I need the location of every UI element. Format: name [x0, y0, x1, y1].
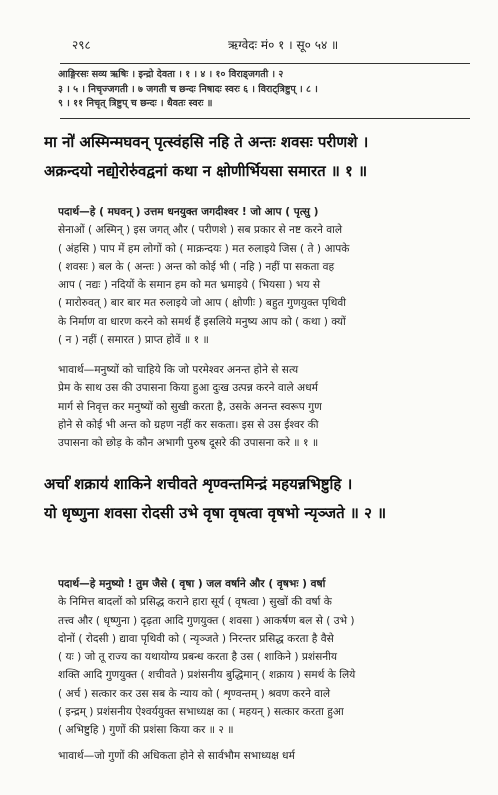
mantra-line: अक्रन्दयो नद्यो॒रोरु॑वद्वनां कथा न क्षोणीर्भियसा समारत ॥ १ ॥: [44, 162, 368, 180]
running-title: ऋग्वेदः मं० १ । सू० ५४ ॥: [228, 38, 339, 52]
bhavartha-line: प्रेम के साथ उस की उपासना किया हुआ दुःख उत्पन्न करने वाले अधर्म: [58, 382, 318, 395]
padartha-line: ( यः ) जो तू राज्य का यथायोग्य प्रबन्ध करता है उस ( शाकिने ) प्रशंसनीय: [58, 651, 338, 664]
padartha-line: ( अंहसि ) पाप में हम लोगों को ( माक्रन्दयः ) मत रुलाइये जिस ( ते ) आपके: [58, 242, 350, 255]
padartha-line: ( न ) नहीं ( समारत ) प्राप्त होवें ॥ १ ॥: [58, 334, 209, 347]
mantra-2: [44, 470, 484, 528]
bhavartha-line: होने से कोई भी अन्त को ग्रहण नहीं कर सकता। इस से उस ईश्वर की: [58, 418, 319, 431]
meta-line: ३ । ५ । निचृज्जगती । ७ जगती च छन्दः निषादः स्वरः ६ । विराट्त्रिष्टुप् । ८ ।: [58, 83, 318, 95]
padartha-line: के निर्माण वा धारण करने को समर्थ हैं इसलिये मनुष्य आप को ( कथा ) क्यों: [58, 315, 346, 328]
padartha-line: ( इन्द्रम् ) प्रशंसनीय ऐश्वर्ययुक्त सभाध्यक्ष का ( महयन् ) सत्कार करता हुआ: [58, 706, 344, 719]
page-number: २९८: [72, 38, 91, 52]
bhavartha-line: भावार्थ—मनुष्यों को चाहिये कि जो परमेश्वर अनन्त होने से सत्य: [58, 364, 299, 376]
padartha-1: [58, 203, 482, 349]
bhavartha-line: उपासना को छोड़ के कौन अभागी पुरुष दूसरे की उपासना करे ॥ १ ॥: [58, 437, 319, 450]
padartha-line: पदार्थ—हे ( मघवन् ) उत्तम धनयुक्त जगदीश्वर ! जो आप ( पृत्सु ): [58, 206, 319, 218]
bhavartha-2: [58, 747, 482, 765]
padartha-line: शक्ति आदि गुणयुक्त ( शचीवते ) प्रशंसनीय बुद्धिमान् ( शक्राय ) समर्थ के लिये: [58, 669, 356, 682]
meta-line: ९ । ११ निचृत् त्रिष्टुप् च छन्दः । धैवतः स्वरः ॥: [58, 98, 213, 110]
header-rule-bottom: [60, 118, 470, 119]
padartha-2: [58, 575, 482, 740]
header-rule-top: [60, 63, 470, 64]
padartha-line: ( अभिष्टुहि ) गुणों की प्रशंसा किया कर ॥ २ ॥: [58, 724, 234, 737]
padartha-line: ( अर्च ) सत्कार कर उस सब के न्याय को ( शृण्वन्तम् ) श्रवण करने वाले: [58, 687, 331, 700]
padartha-line: ( मारोरुवत् ) बार बार मत रुलाइये जो आप ( क्षोणीः ) बहुत गुणयुक्त पृथिवी: [58, 297, 347, 310]
bhavartha-1: [58, 361, 482, 452]
bhavartha-line: भावार्थ—जो गुणों की अधिकता होने से सार्वभौम सभाध्यक्ष धर्म: [58, 750, 295, 762]
mantra-line: यो धृष्णुना शवसा रोदसी उभे वृषा वृषत्वा वृषभो न्यृञ्जते ॥ २ ॥: [44, 504, 387, 522]
mantra-line: अर्चा॑ शक्राय॑ शाकिने शचीवते शृण्वन्तमिन्द्रं महयन्नभिष्टुहि ।: [44, 475, 353, 493]
padartha-line: पदार्थ—हे मनुष्यो ! तुम जैसे ( वृषा ) जल वर्षाने और ( वृषभः ) वर्षा: [58, 578, 326, 590]
padartha-line: आप ( नद्यः ) नदियों के समान हम को मत भ्रमाइये ( भियसा ) भय से: [58, 279, 321, 292]
bhavartha-line: मार्ग से निवृत्त कर मनुष्यों को सुखी करता है, उसके अनन्त स्वरूप गुण: [58, 400, 322, 413]
page-header: [0, 36, 498, 52]
padartha-line: के निमित्त बादलों को प्रसिद्ध कराने हारा सूर्य ( वृषत्वा ) सुखों की वर्षा के: [58, 596, 332, 609]
padartha-line: दोनों ( रोदसी ) द्यावा पृथिवी को ( न्यृञ्जते ) निरन्तर प्रसिद्ध करता है वैसे: [58, 632, 334, 645]
rishi-devata-chhanda-info: [58, 68, 478, 112]
padartha-line: सेनाओं ( अस्मिन् ) इस जगत् और ( परीणशे ) सब प्रकार से नष्ट करने वाले: [58, 224, 343, 237]
mantra-1: [44, 128, 484, 186]
padartha-line: ( शवसः ) बल के ( अन्तः ) अन्त को कोई भी ( नहि ) नहीं पा सकता वह: [58, 260, 335, 273]
mantra-line: मा नो॑ अस्मिन्मघवन् पृत्स्वंहसि नहि ते अन्तः शवसः परीणशे ।: [44, 133, 369, 151]
padartha-line: तत्त्व और ( धृष्णुना ) दृढ़ता आदि गुणयुक्त ( शवसा ) आकर्षण बल से ( उभे ): [58, 614, 355, 627]
meta-line: आङ्गिरसः सव्य ऋषिः । इन्द्रो देवता । १ । ४ । १० विराड्जगती । २: [58, 69, 284, 80]
